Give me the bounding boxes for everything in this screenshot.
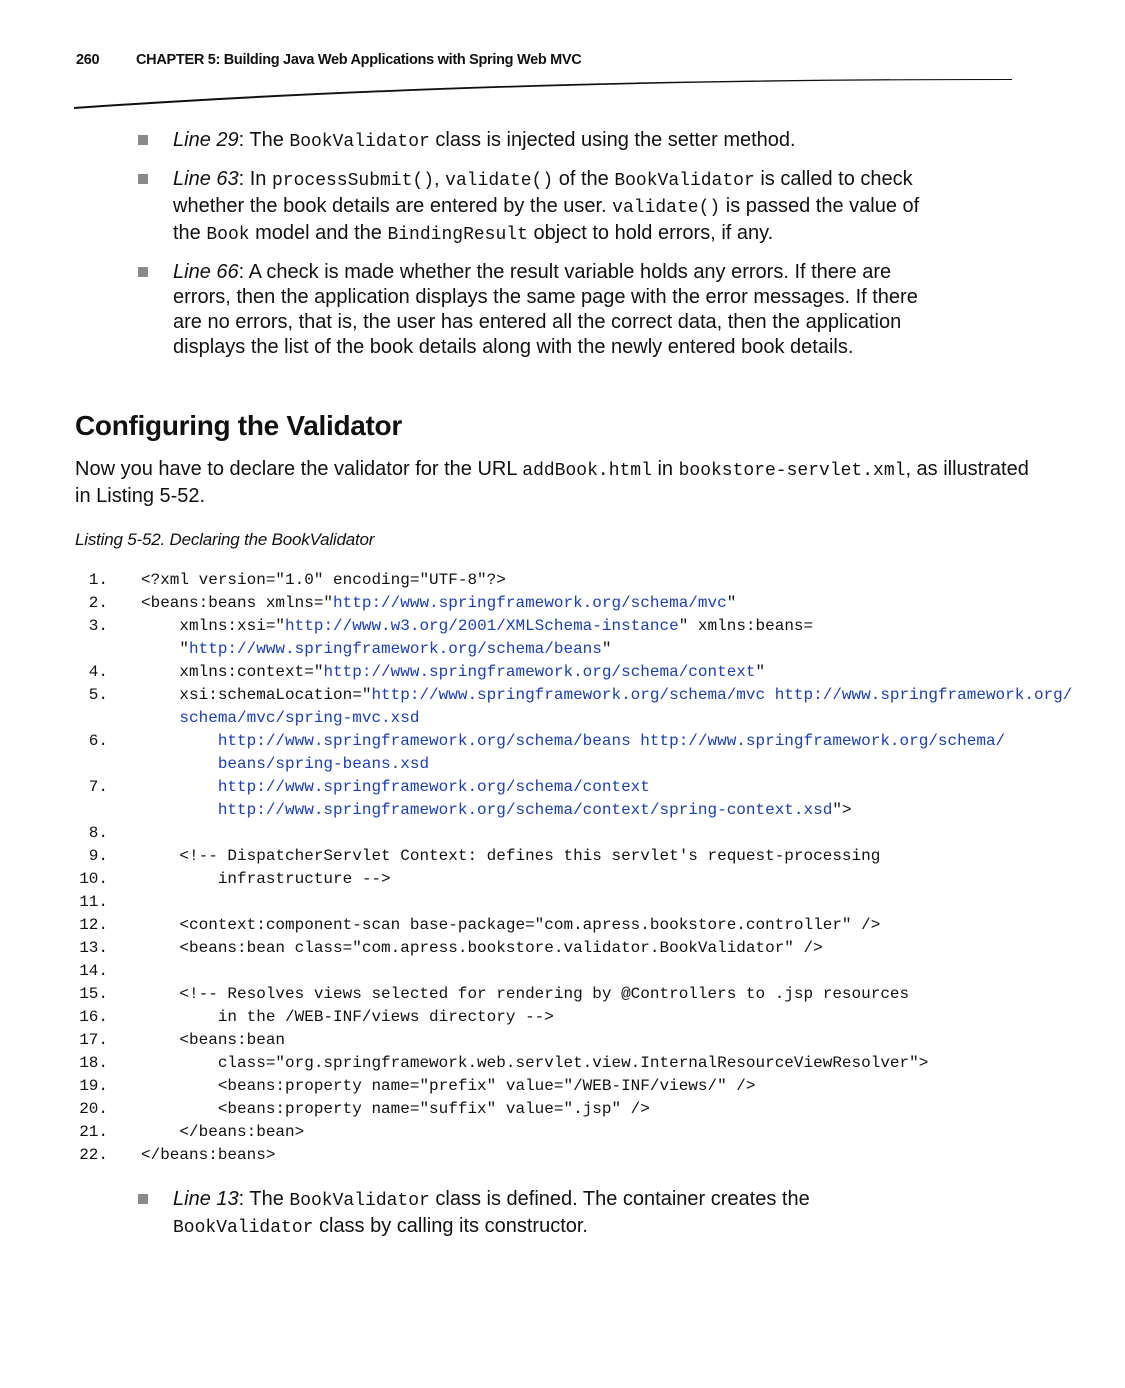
code-token bbox=[141, 755, 218, 773]
code-line bbox=[78, 1144, 1078, 1167]
text-run: Now you have to declare the validator for the URL bbox=[75, 458, 523, 480]
line-ref: Line 63 bbox=[173, 168, 239, 190]
code-token: xmlns:xsi=" bbox=[141, 617, 286, 635]
intro-paragraph bbox=[75, 457, 1035, 509]
code-line bbox=[78, 868, 1078, 891]
line-number: 4. bbox=[88, 663, 108, 681]
code-line bbox=[78, 569, 1078, 592]
code-term: addBook.html bbox=[522, 461, 652, 481]
url-text: http://www.springframework.org/schema/mvc http://www.springframework.org/ bbox=[371, 686, 1073, 704]
line-number: 18. bbox=[79, 1054, 108, 1072]
line-number: 16. bbox=[79, 1008, 108, 1026]
code-text bbox=[141, 868, 391, 891]
code-line bbox=[78, 1121, 1078, 1144]
url-text: beans/spring-beans.xsd bbox=[217, 755, 430, 773]
code-text bbox=[141, 615, 813, 638]
code-token: "> bbox=[832, 801, 852, 819]
code-token: <beans:property name="suffix" value=".jsp" /> bbox=[141, 1100, 650, 1118]
code-token: xmlns:context=" bbox=[141, 663, 324, 681]
url-text: http://www.springframework.org/schema/beans bbox=[189, 640, 602, 658]
code-text bbox=[141, 684, 1072, 707]
code-line bbox=[78, 776, 1078, 799]
code-token bbox=[141, 709, 179, 727]
url-text: http://www.springframework.org/schema/mvc bbox=[333, 594, 727, 612]
code-text bbox=[141, 753, 429, 776]
bullet-item bbox=[136, 260, 936, 360]
line-number: 3. bbox=[88, 617, 108, 635]
code-token: " bbox=[755, 663, 766, 681]
url-text: http://www.springframework.org/schema/context bbox=[217, 778, 650, 796]
line-number: 11. bbox=[79, 893, 108, 911]
header-rule bbox=[74, 74, 1016, 110]
section-heading: Configuring the Validator bbox=[75, 410, 402, 441]
square-bullet-icon bbox=[138, 267, 148, 277]
line-number: 22. bbox=[79, 1146, 108, 1164]
line-number: 20. bbox=[79, 1100, 108, 1118]
code-token: <context:component-scan base-package="com.apress.bookstore.controller" /> bbox=[141, 916, 881, 934]
url-text: http://www.springframework.org/schema/context/spring-context.xsd bbox=[217, 801, 833, 819]
text-run: class is defined. The container creates the bbox=[429, 1188, 810, 1210]
text-run: object to hold errors, if any. bbox=[527, 222, 774, 244]
line-number: 13. bbox=[79, 939, 108, 957]
code-line bbox=[78, 1075, 1078, 1098]
code-text bbox=[141, 937, 823, 960]
code-term: validate() bbox=[445, 171, 554, 191]
code-text bbox=[141, 1075, 756, 1098]
line-number: 10. bbox=[79, 870, 108, 888]
bullet-list-top bbox=[136, 128, 936, 372]
line-number: 12. bbox=[79, 916, 108, 934]
code-text bbox=[141, 569, 506, 592]
line-number: 14. bbox=[79, 962, 108, 980]
line-number: 17. bbox=[79, 1031, 108, 1049]
url-text: http://www.springframework.org/schema/beans http://www.springframework.org/schema/ bbox=[217, 732, 1006, 750]
line-number: 8. bbox=[88, 824, 108, 842]
code-line bbox=[78, 799, 1078, 822]
text-run: , bbox=[434, 168, 446, 190]
code-token bbox=[141, 732, 218, 750]
code-token: <!-- Resolves views selected for rendering by @Controllers to .jsp resources bbox=[141, 985, 910, 1003]
code-term: bookstore-servlet.xml bbox=[678, 461, 906, 481]
code-listing bbox=[78, 569, 1078, 1167]
code-token: class="org.springframework.web.servlet.view.InternalResourceViewResolver"> bbox=[141, 1054, 929, 1072]
code-line bbox=[78, 1006, 1078, 1029]
code-text bbox=[141, 707, 419, 730]
code-text bbox=[141, 661, 765, 684]
text-run: class by calling its constructor. bbox=[313, 1215, 588, 1237]
text-run: is called to check whether the book details are entered by the user. bbox=[173, 168, 913, 217]
code-token: <beans:bean class="com.apress.bookstore.validator.BookValidator" /> bbox=[141, 939, 823, 957]
code-term: BookValidator bbox=[614, 171, 755, 191]
bullet-item bbox=[136, 1187, 936, 1241]
chapter-title: CHAPTER 5: Building Java Web Applications with Spring Web MVC bbox=[136, 52, 582, 68]
code-line bbox=[78, 960, 1078, 983]
text-run: in bbox=[651, 458, 679, 480]
square-bullet-icon bbox=[138, 1194, 148, 1204]
text-run: : The bbox=[238, 1188, 290, 1210]
page-number: 260 bbox=[76, 52, 100, 68]
url-text: http://www.springframework.org/schema/context bbox=[323, 663, 756, 681]
line-ref: Line 29 bbox=[173, 129, 239, 151]
code-line bbox=[78, 1029, 1078, 1052]
code-term: Book bbox=[206, 225, 250, 245]
code-line bbox=[78, 983, 1078, 1006]
code-text bbox=[141, 1006, 554, 1029]
line-ref: Line 66 bbox=[173, 261, 239, 283]
bullet-item bbox=[136, 167, 936, 248]
listing-caption: Listing 5-52. Declaring the BookValidator bbox=[75, 530, 375, 549]
square-bullet-icon bbox=[138, 135, 148, 145]
bullet-list-bottom bbox=[136, 1187, 936, 1253]
code-term: BookValidator bbox=[289, 132, 430, 152]
code-term: processSubmit() bbox=[271, 171, 435, 191]
code-term: BookValidator bbox=[289, 1191, 430, 1211]
code-line bbox=[78, 1052, 1078, 1075]
text-run: : In bbox=[238, 168, 272, 190]
code-token: in the /WEB-INF/views directory --> bbox=[141, 1008, 554, 1026]
line-number: 15. bbox=[79, 985, 108, 1003]
text-run: : A check is made whether the result variable holds any errors. If there are errors, then the application displays the same page with the error messages. If there are no errors, that is, the user has entered all the correct data, then the application displays the list of the book details along with the newly entered book details. bbox=[173, 261, 918, 358]
code-text bbox=[141, 1121, 304, 1144]
code-text bbox=[141, 1098, 650, 1121]
code-token bbox=[141, 778, 218, 796]
code-token: " bbox=[141, 640, 190, 658]
code-token: " xmlns:beans= bbox=[678, 617, 814, 635]
text-run: : The bbox=[238, 129, 290, 151]
code-text bbox=[141, 983, 909, 1006]
code-line bbox=[78, 661, 1078, 684]
bullet-item bbox=[136, 128, 936, 155]
code-line bbox=[78, 684, 1078, 707]
code-token: infrastructure --> bbox=[141, 870, 391, 888]
code-text bbox=[141, 638, 612, 661]
code-text bbox=[141, 592, 736, 615]
line-number: 7. bbox=[88, 778, 108, 796]
code-token: <?xml version="1.0" encoding="UTF-8"?> bbox=[141, 571, 506, 589]
code-text bbox=[141, 845, 880, 868]
code-line bbox=[78, 845, 1078, 868]
code-text bbox=[141, 730, 1005, 753]
line-number: 1. bbox=[88, 571, 108, 589]
line-ref: Line 13 bbox=[173, 1188, 239, 1210]
line-number: 9. bbox=[88, 847, 108, 865]
text-run: class is injected using the setter method. bbox=[429, 129, 796, 151]
code-token bbox=[141, 801, 218, 819]
code-line bbox=[78, 638, 1078, 661]
code-term: validate() bbox=[612, 198, 721, 218]
code-token: xsi:schemaLocation=" bbox=[141, 686, 372, 704]
code-line bbox=[78, 914, 1078, 937]
square-bullet-icon bbox=[138, 174, 148, 184]
code-line bbox=[78, 730, 1078, 753]
code-line bbox=[78, 753, 1078, 776]
code-term: BindingResult bbox=[387, 225, 528, 245]
code-line bbox=[78, 615, 1078, 638]
code-token: <beans:property name="prefix" value="/WEB-INF/views/" /> bbox=[141, 1077, 756, 1095]
line-number: 6. bbox=[88, 732, 108, 750]
code-line bbox=[78, 1098, 1078, 1121]
text-run: is passed the value of the bbox=[173, 195, 920, 244]
code-line bbox=[78, 937, 1078, 960]
code-term: BookValidator bbox=[173, 1218, 314, 1238]
text-run: model and the bbox=[249, 222, 388, 244]
code-line bbox=[78, 822, 1078, 845]
line-number: 21. bbox=[79, 1123, 108, 1141]
line-number: 5. bbox=[88, 686, 108, 704]
code-text bbox=[141, 914, 880, 937]
code-token: " bbox=[726, 594, 737, 612]
code-text bbox=[141, 1144, 275, 1167]
text-run: , as illustrated in Listing 5-52. bbox=[75, 458, 1029, 507]
url-text: http://www.w3.org/2001/XMLSchema-instance bbox=[285, 617, 679, 635]
code-line bbox=[78, 592, 1078, 615]
code-token: </beans:beans> bbox=[141, 1146, 276, 1164]
code-text bbox=[141, 1029, 285, 1052]
code-text bbox=[141, 799, 852, 822]
line-number: 2. bbox=[88, 594, 108, 612]
code-token: <!-- DispatcherServlet Context: defines this servlet's request-processing bbox=[141, 847, 881, 865]
text-run: of the bbox=[553, 168, 615, 190]
code-text bbox=[141, 1052, 928, 1075]
code-line bbox=[78, 891, 1078, 914]
code-token: </beans:bean> bbox=[141, 1123, 305, 1141]
code-token: <beans:bean bbox=[141, 1031, 286, 1049]
code-line bbox=[78, 707, 1078, 730]
code-token: <beans:beans xmlns=" bbox=[141, 594, 334, 612]
url-text: schema/mvc/spring-mvc.xsd bbox=[179, 709, 420, 727]
code-token: " bbox=[601, 640, 612, 658]
line-number: 19. bbox=[79, 1077, 108, 1095]
code-text bbox=[141, 776, 650, 799]
